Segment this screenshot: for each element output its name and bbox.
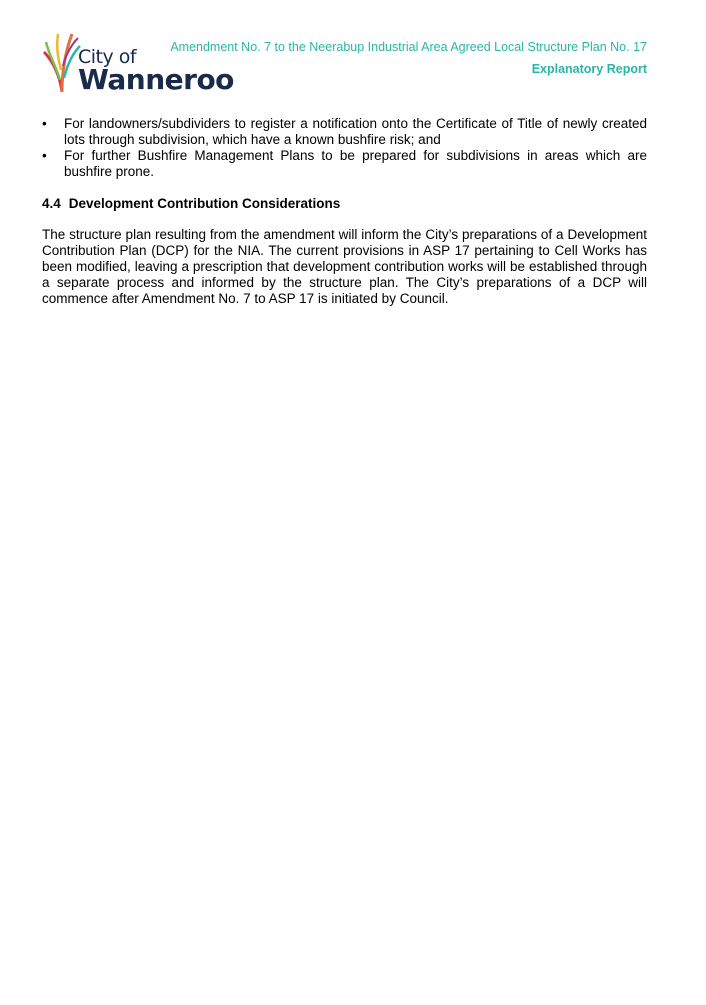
section-title: Development Contribution Considerations [68,196,341,211]
page-content [42,116,647,307]
document-subtitle: Explanatory Report [531,62,647,76]
section-heading [42,196,647,212]
logo-name-text: Wanneroo [78,63,234,96]
logo-city-text: City of [78,46,137,68]
document-title: Amendment No. 7 to the Neerabup Industrial Area Agreed Local Structure Plan No. 17 [170,40,647,54]
section-body: The structure plan resulting from the amendment will inform the City’s preparations of a Development Contribution Plan (DCP) for the NIA. The current provisions in ASP 17 pertaining to Cell Works has been modified, leaving a prescription that development contribution works will be established through a separate process and informed by the structure plan. The City’s preparations of a DCP will commence after Amendment No. 7 to ASP 17 is initiated by Council. [42,227,647,306]
list-item: • For further Bushfire Management Plans to be prepared for subdivisions in areas which are bushfire prone. [42,148,647,180]
logo-emblem-icon [42,30,82,94]
bullet-list [42,116,647,180]
section-number: 4.4 [42,196,61,211]
list-item: • For landowners/subdividers to register a notification onto the Certificate of Title of newly created lots through subdivision, which have a known bushfire risk; and [42,116,647,148]
